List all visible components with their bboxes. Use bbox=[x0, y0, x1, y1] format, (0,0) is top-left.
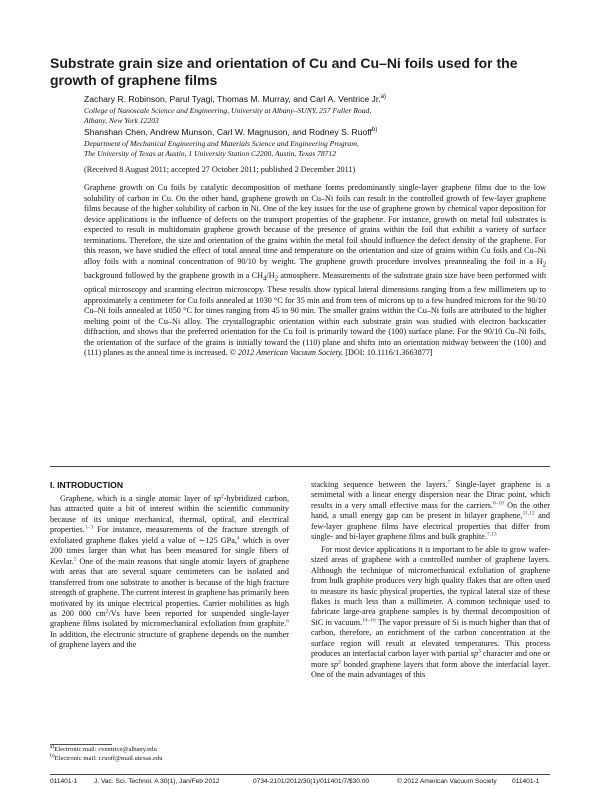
abstract bbox=[84, 183, 546, 359]
abstract-paragraph bbox=[84, 183, 546, 359]
publication-dates: (Received 8 August 2011; accepted 27 October 2011; published 2 December 2011) bbox=[84, 165, 356, 174]
intro-paragraph-1 bbox=[50, 494, 289, 651]
text-run: In addition, the electronic structure of graphene depends on the number of graphene layers and the bbox=[50, 629, 289, 650]
text-run: On the other hand, a small energy gap can be present in bilayer graphene, bbox=[311, 500, 550, 521]
footnote-divider bbox=[50, 744, 112, 745]
reference-link[interactable]: 4 bbox=[236, 535, 240, 542]
reference-link[interactable]: 6 bbox=[286, 618, 289, 625]
author-group-2 bbox=[84, 127, 544, 138]
footnote-text: Electronic mail: r.ruoff@mail.utexas.edu bbox=[54, 755, 163, 762]
author-names-1: Zachary R. Robinson, Parul Tyagi, Thomas M. Murray, and Carl A. Ventrice Jr. bbox=[84, 94, 381, 104]
text-run: /Vs have been reported for suspended single-layer graphene films isolated by micromechanical exfoliation from graphite. bbox=[50, 608, 289, 629]
text-run: which is over 200 times larger than what has been measured for single fibers of Kevlar. bbox=[50, 535, 289, 566]
superscript: 2 bbox=[338, 658, 341, 665]
intro-paragraph-2 bbox=[311, 545, 550, 681]
abstract-subscript: 4 bbox=[263, 275, 267, 283]
text-run: sp bbox=[330, 659, 339, 669]
reference-link[interactable]: 1–3 bbox=[84, 524, 94, 531]
footer-page-number-right: 011401-1 bbox=[512, 778, 540, 785]
abstract-divider bbox=[50, 466, 550, 467]
reference-link[interactable]: 5 bbox=[73, 555, 77, 562]
superscript: 2 bbox=[105, 608, 109, 615]
text-run: Single-layer graphene is a semimetal with a linear energy dispersion near the Dirac point, which results in a very small effective mass for the carriers. bbox=[311, 480, 550, 510]
abstract-text-4: atmosphere. Measurements of the substrate grain size have been performed with optical microscopy and scanning electron microscopy. These results show typical lateral dimensions ranging from a few millimeters up to approximately a centimeter for Cu foils annealed at 1030 °C for 35 min and from tens of microns up to a few hundred microns for the 90/10 Cu–Ni foils annealed at 1050 °C for times ranging from 45 to 90 min. The smaller grains within the Cu–Ni foils are attributed to the higher melting point of the Cu–Ni alloy. The crystallographic orientation within each substrate grain was studied with electron backscatter diffraction, and shows that the preferred orientation for the Cu foil is primarily toward the (100) surface plane. For the 90/10 Cu–Ni foils, the orientation of the surface of the grains is initially toward the (110) plane and shifts into an orientation midway between the (100) and (111) planes as the anneal time is increased. bbox=[84, 271, 546, 358]
affiliation-1-line-1: College of Nanoscale Science and Engineering, University at Albany–SUNY, 257 Fuller Road, bbox=[84, 106, 372, 115]
footnote-marker: a) bbox=[50, 743, 55, 750]
superscript: 3 bbox=[478, 648, 481, 655]
text-run: sp bbox=[213, 494, 221, 503]
footnote-marker: b) bbox=[50, 752, 55, 759]
article-title: Substrate grain size and orientation of Cu and Cu–Ni foils used for the growth of graphene films bbox=[50, 55, 518, 88]
text-run: bonded graphene layers that form above the interfacial layer. One of the main advantages of this bbox=[311, 659, 551, 680]
reference-link[interactable]: 7 bbox=[447, 479, 451, 486]
abstract-doi[interactable]: [DOI: 10.1116/1.3663877] bbox=[345, 348, 433, 358]
superscript: 2 bbox=[220, 493, 224, 500]
affiliation-2-line-2: The University of Texas at Austin, 1 University Station C2200, Austin, Texas 78712 bbox=[84, 149, 337, 158]
reference-link[interactable]: 8–10 bbox=[493, 500, 505, 507]
abstract-text-1: Graphene growth on Cu foils by catalytic decomposition of methane forms predominantly single-layer graphene films due to the low solubility of carbon in Cu. On the other hand, graphene growth on Cu–Ni foils can result in the controlled growth of few-layer graphene films because of the higher solubility of carbon in Ni. One of the key issues for the use of graphene grown by chemical vapor deposition for device applications is the influence of defects on the transport properties of the graphene. For instance, growth on metal foil substrates is expected to result in multidomain graphene growth because of the presence of grains within the foil that exhibit a variety of surface terminations. Therefore, the size and orientation of the grains within the metal foil should influence the defect density of the graphene. For this reason, we have studied the effect of total anneal time and temperature on the orientation and size of grains within Cu foils and Cu–Ni alloy foils with a nominal concentration of 90/10 by weight. The graphene growth procedure involves preannealing the foil in a H bbox=[84, 183, 546, 266]
intro-paragraph-1-continued bbox=[311, 480, 550, 543]
text-run: and few-layer graphene films have electrical properties that differ from single- and bi-layer graphene films and bulk graphite. bbox=[311, 511, 550, 542]
author-group-1 bbox=[84, 94, 544, 105]
affiliation-2-line-1: Department of Mechanical Engineering and Materials Science and Engineering Program, bbox=[84, 139, 359, 148]
reference-link[interactable]: 11,12 bbox=[522, 510, 535, 517]
text-run: The vapor pressure of Si is much higher than that of carbon, therefore, an enrichment of the carbon concentration at the surface region will result at elevated temperatures. This process produces an interfacial carbon layer with partial bbox=[311, 617, 550, 659]
text-run: sp bbox=[470, 649, 479, 659]
author-names-2: Shanshan Chen, Andrew Munson, Carl W. Magnuson, and Rodney S. Ruoff bbox=[84, 127, 372, 137]
left-column bbox=[50, 494, 289, 651]
footer-copyright: © 2012 American Vacuum Society bbox=[397, 778, 497, 785]
text-run: -hybridized carbon, has attracted quite a bit of interest within the scientific community because of its unique mechanical, thermal, optical, and electrical properties. bbox=[50, 494, 290, 535]
abstract-subscript: 2 bbox=[542, 261, 546, 269]
right-column bbox=[311, 480, 550, 681]
abstract-copyright: © 2012 American Vacuum Society. bbox=[229, 348, 344, 358]
text-run: Graphene, which is a single atomic layer of bbox=[60, 494, 214, 503]
footer-code: 0734-2101/2012/30(1)/011401/7/$30.00 bbox=[253, 778, 370, 785]
footer-page-number-left: 011401-1 bbox=[50, 778, 78, 785]
abstract-text-2: background followed by the graphene growth in a CH bbox=[84, 271, 263, 281]
footnote-a bbox=[50, 743, 157, 753]
text-run: One of the main reasons that single atomic layers of graphene with areas that are several square centimeters can be isolated and transferred from one substrate to another is because of the high fracture strength of graphene. The current interest in graphene has primarily been motivated by its unique electrical properties. Carrier mobilities as high as 200 000 cm bbox=[50, 556, 289, 618]
author-marker-b: b) bbox=[371, 127, 378, 134]
text-run: character and one or more bbox=[311, 649, 550, 669]
footer-divider bbox=[50, 774, 550, 775]
text-run: For instance, measurements of the fracture strength of exfoliated graphene flakes yield a value of ∼125 GPa, bbox=[50, 525, 289, 545]
abstract-subscript: 2 bbox=[274, 275, 279, 283]
reference-link[interactable]: 14–16 bbox=[362, 617, 376, 624]
reference-link[interactable]: 7,13 bbox=[486, 531, 497, 538]
section-heading-introduction: I. INTRODUCTION bbox=[50, 480, 124, 490]
author-marker-a: a) bbox=[380, 94, 386, 101]
footnote-text: Electronic mail: cventrice@albany.edu bbox=[54, 746, 157, 753]
abstract-text-3: /H bbox=[266, 271, 275, 281]
footer-journal: J. Vac. Sci. Technol. A 30(1), Jan/Feb 2012 bbox=[94, 778, 220, 785]
footnote-b bbox=[50, 752, 163, 762]
text-run: stacking sequence between the layers. bbox=[311, 480, 448, 489]
text-run: For most device applications it is important to be able to grow wafer-sized areas of graphene with a controlled number of graphene layers. Although the technique of micromechanical exfoliation of graphene from bulk graphite produces very high quality flakes that are often used to measure its basic physical properties, the typical lateral size of these flakes is much less than a millimeter. A common technique used to fabricate large-area graphene samples is by thermal decomposition of SiC in vacuum. bbox=[311, 544, 550, 627]
affiliation-1-line-2: Albany, New York 12203 bbox=[84, 116, 159, 125]
